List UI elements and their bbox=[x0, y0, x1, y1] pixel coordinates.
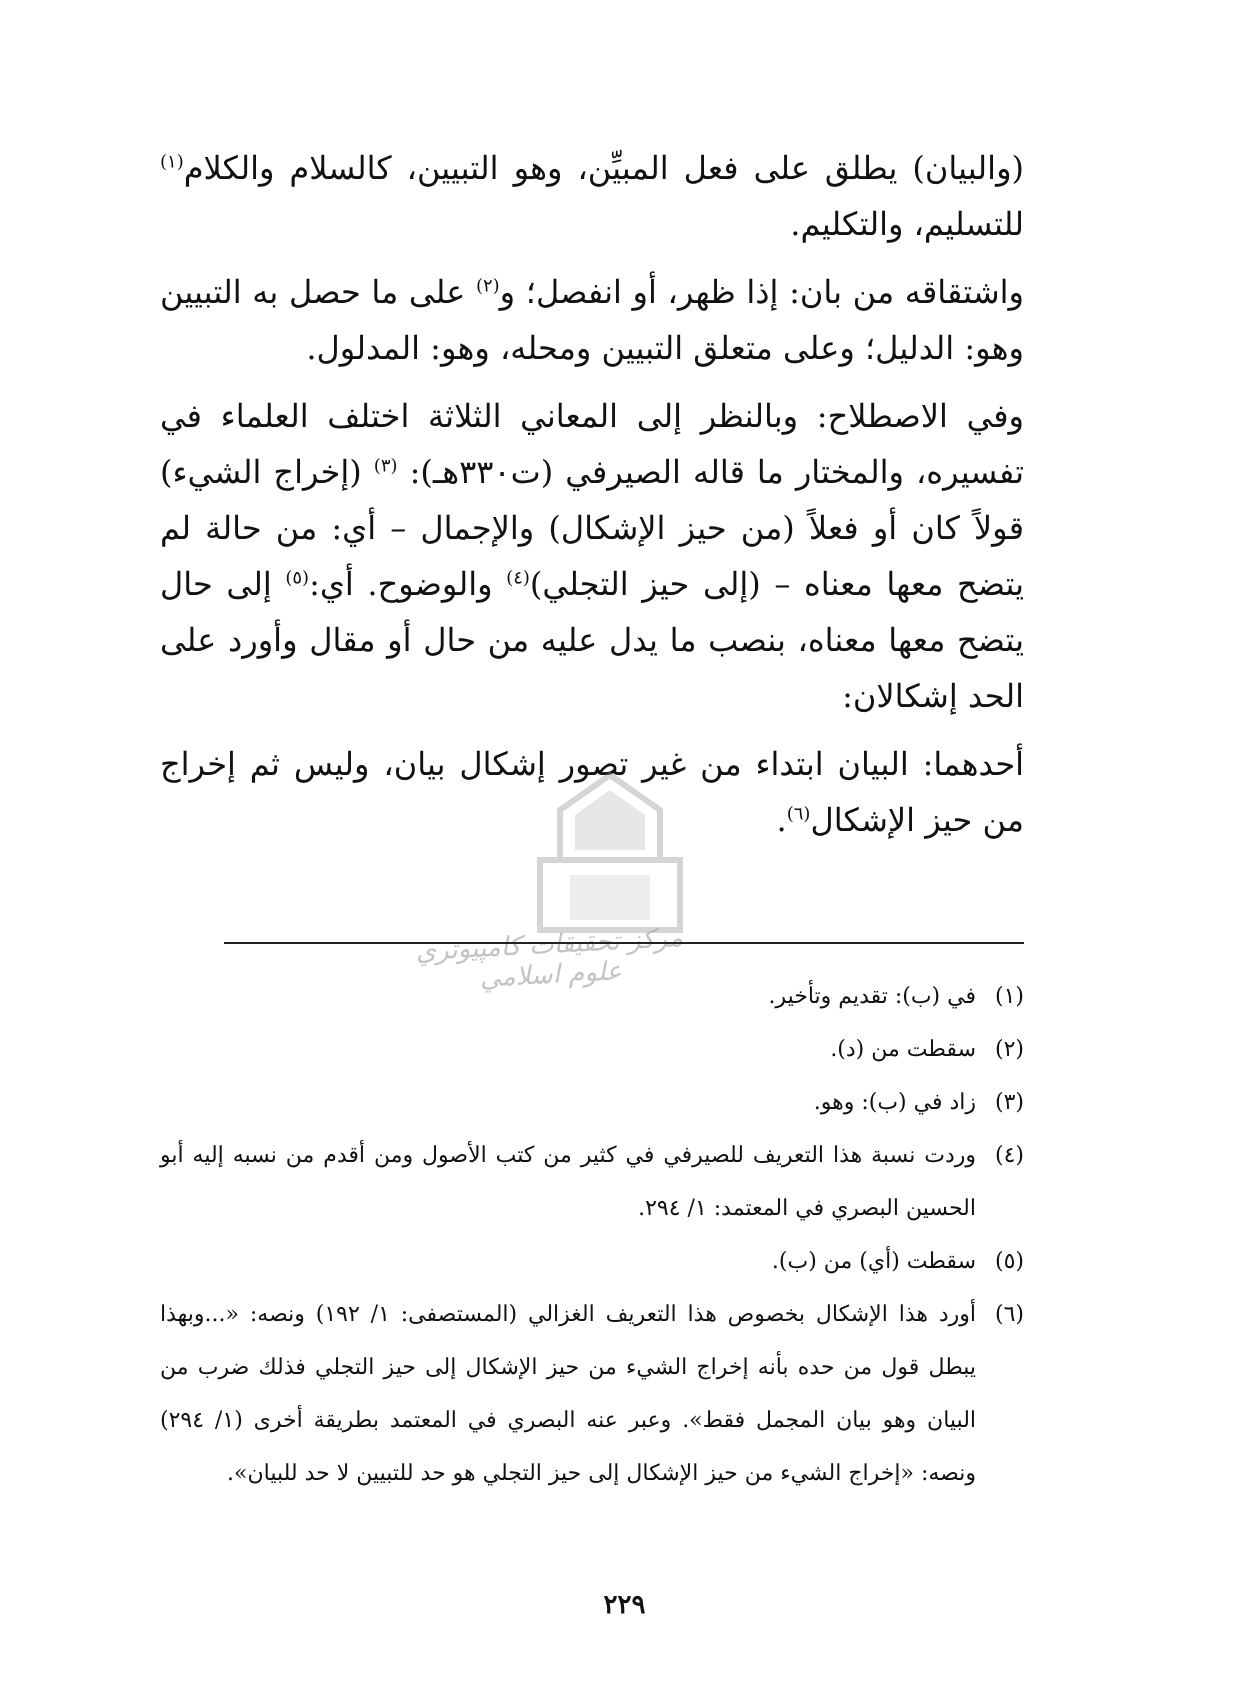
watermark-text: مركز تحقيقات كامپيوتري علوم اسلامي bbox=[414, 923, 684, 994]
paragraph-4 bbox=[160, 736, 1024, 848]
footnote-text: سقطت (أي) من (ب). bbox=[771, 1249, 976, 1274]
paragraph-3-text-d: إلى حال يتضح معها معناه، بنصب ما يدل عليه من حال أو مقال وأورد على الحد إشكالان: bbox=[160, 565, 1024, 715]
footnote-text: زاد في (ب): وهو. bbox=[813, 1090, 976, 1115]
footnote-number: (٣) bbox=[994, 1090, 1024, 1115]
footnote-ref-4: (٤) bbox=[506, 567, 530, 589]
footnote-divider bbox=[224, 942, 1024, 944]
footnote-number: (٦) bbox=[994, 1302, 1024, 1327]
footnote-item bbox=[160, 1235, 1024, 1288]
paragraph-2 bbox=[160, 264, 1024, 376]
footnote-ref-2: (٢) bbox=[475, 275, 500, 297]
footnote-ref-1: (١) bbox=[160, 151, 184, 173]
paragraph-3 bbox=[160, 388, 1024, 724]
footnote-item bbox=[160, 1288, 1024, 1500]
footnote-number: (٢) bbox=[994, 1037, 1024, 1062]
footnote-text: وردت نسبة هذا التعريف للصيرفي في كثير من كتب الأصول ومن أقدم من نسبه إليه أبو الحسين البصري في المعتمد: ١/ ٢٩٤. bbox=[160, 1143, 976, 1221]
footnote-text: أورد هذا الإشكال بخصوص هذا التعريف الغزالي (المستصفى: ١/ ١٩٢) ونصه: «...وبهذا يبطل قول من حده بأنه إخراج الشيء من حيز الإشكال إلى حيز التجلي فذلك ضرب من البيان وهو بيان المجمل فقط». وعبر عنه البصري في المعتمد بطريقة أخرى (١/ ٢٩٤) ونصه: «إخراج الشيء من حيز الإشكال إلى حيز التجلي هو حد للتبيين لا حد للبيان». bbox=[160, 1302, 977, 1486]
footnote-item bbox=[160, 1129, 1024, 1235]
footnote-ref-3: (٣) bbox=[373, 455, 398, 477]
paragraph-1-text-end: للتسليم، والتكليم. bbox=[790, 205, 1024, 243]
paragraph-2-text-end: على ما حصل به التبيين وهو: الدليل؛ وعلى متعلق التبيين ومحله، وهو: المدلول. bbox=[160, 273, 1024, 367]
paragraph-3-text-a: وفي الاصطلاح: وبالنظر إلى المعاني الثلاثة اختلف العلماء في تفسيره، والمختار ما قاله الصيرفي (ت٣٣٠هـ): bbox=[160, 397, 1025, 491]
footnote-ref-6: (٦) bbox=[786, 803, 811, 825]
paragraph-1-text: (والبيان) يطلق على فعل المبيِّن، وهو التبيين، كالسلام والكلام bbox=[183, 149, 1024, 187]
footnote-number: (٥) bbox=[994, 1249, 1024, 1274]
paragraph-3-text-b: (إخراج الشيء) قولاً كان أو فعلاً (من حيز الإشكال) والإجمال – أي: من حالة لم يتضح معها معناه – (إلى حيز التجلي) bbox=[160, 453, 1024, 603]
page-number: ٢٢٩ bbox=[603, 1590, 646, 1620]
main-text bbox=[160, 140, 1024, 860]
footnote-ref-5: (٥) bbox=[285, 567, 310, 589]
footnote-item bbox=[160, 1076, 1024, 1129]
paragraph-2-text: واشتقاقه من بان: إذا ظهر، أو انفصل؛ و bbox=[499, 273, 1025, 311]
paragraph-3-text-c: والوضوح. أي: bbox=[309, 565, 507, 603]
paragraph-4-text: أحدهما: البيان ابتداء من غير تصور إشكال بيان، وليس ثم إخراج من حيز الإشكال bbox=[160, 745, 1025, 839]
footnotes bbox=[160, 970, 1024, 1500]
footnote-number: (٤) bbox=[994, 1143, 1024, 1168]
footnote-number: (١) bbox=[994, 984, 1024, 1009]
footnote-text: سقطت من (د). bbox=[830, 1037, 976, 1062]
footnote-text: في (ب): تقديم وتأخير. bbox=[768, 984, 976, 1009]
footnote-item bbox=[160, 1023, 1024, 1076]
paragraph-1 bbox=[160, 140, 1024, 252]
paragraph-4-text-end: . bbox=[776, 801, 787, 839]
footnote-item bbox=[160, 970, 1024, 1023]
